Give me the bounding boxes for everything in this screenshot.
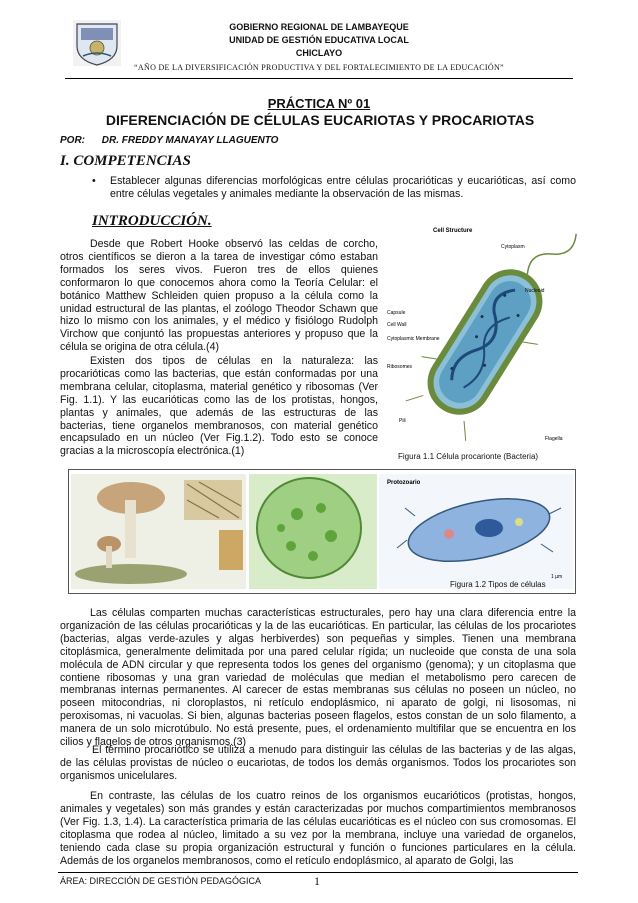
main-title: DIFERENCIACIÓN DE CÉLULAS EUCARIOTAS Y PROCARIOTAS <box>105 112 535 128</box>
header-line-2: UNIDAD DE GESTIÓN EDUCATIVA LOCAL <box>229 35 409 45</box>
introduccion-heading: INTRODUCCIÓN. <box>92 213 212 229</box>
footer-rule <box>58 872 578 873</box>
bullet-marker: • <box>92 175 96 187</box>
label-capsule: Capsule <box>387 310 406 316</box>
figure1-title: Cell Structure <box>433 228 473 234</box>
intro-paragraph-2: Existen dos tipos de células en la naturaleza: las procarióticas como las bacterias, que están conformadas por una membrana celular, citoplasma, material genético y ribosomas (Ver Fig. 1.1). Y las eucarióticas como las de los protistas, hongos, plantas y animales, que además de las estructuras de las bacterias, tiene organelos membranosos, con material genético encapsulado en un núcleo (Ver Fig.1.2). Todo esto se conoce gracias a la microscopía electrónica.(1) <box>60 355 378 458</box>
header-motto: “AÑO DE LA DIVERSIFICACIÓN PRODUCTIVA Y DEL FORTALECIMIENTO DE LA EDUCACIÓN” <box>134 63 504 72</box>
page-number: 1 <box>314 874 320 888</box>
figure2-protozoa-label: Protozoario <box>387 480 421 486</box>
intro-paragraph-1: Desde que Robert Hooke observó las celdas de corcho, otros científicos se dieron a la tarea de investigar cómo estaban formados los seres vivos. Fueron tres de ellos quienes conformaron lo que conocemos ahora como la Teoría Celular: el botánico Matthew Schleiden quien propuso a la célula como la unidad estructural de las plantas, el zoólogo Theodor Schawn que hizo lo mismo con los animales, y el médico y fisiólogo Rudolph Virchow que conjuntó las propuestas anteriores y propuso que la célula se origina de otra célula.(4) <box>60 238 378 354</box>
figure2-scale: 1 µm <box>551 574 563 580</box>
figure2-caption: Figura 1.2 Tipos de células <box>450 580 546 589</box>
label-flagella: Flagella <box>545 436 563 442</box>
figure-cell-types <box>68 469 576 594</box>
author-line <box>60 135 278 146</box>
competencias-bullet: Establecer algunas diferencias morfológicas entre células procarióticas y eucarióticas, así como entre células vegetales y animales mediante la observación de las mismas. <box>110 175 576 200</box>
label-cell-wall: Cell Wall <box>387 322 407 328</box>
header-rule <box>65 78 573 79</box>
label-ribosomes: Ribosomes <box>387 364 413 370</box>
header-line-3: CHICLAYO <box>295 48 343 58</box>
label-nucleoid: Nucleoid <box>525 288 545 294</box>
author-label: POR: <box>60 135 85 146</box>
figure-bacteria <box>385 222 578 462</box>
body-paragraph-3: En contraste, las células de los cuatro reinos de los organismos eucarióticos (protistas, hongos, animales y vegetales) son más grandes y están caracterizadas por muchos compartimientos membranosos (Ver Fig. 1.3, 1.4). La característica primaria de las células eucarióticas es el núcleo con sus cromosomas. El citoplasma que rodea al núcleo, limitado a su vez por la membrana, incluye una variedad de organelos, teniendo cada clase su propia organización estructural y función o funciones particulares en la célula. Además de los organelos membranosos, como el retículo endoplásmico, al aparato de Golgi, las <box>60 790 576 867</box>
header-line-1: GOBIERNO REGIONAL DE LAMBAYEQUE <box>229 22 409 32</box>
figure1-caption: Figura 1.1 Célula procarionte (Bacteria) <box>398 452 539 461</box>
label-cytoplasm: Cytoplasm <box>501 244 525 250</box>
body-paragraph-1: Las células comparten muchas características estructurales, pero hay una clara diferencia entre la organización de las células procarióticas y la de las eucarióticas. En particular, las células de los procariotes (bacterias, algas verde-azules y algas herbiverdes) son pequeñas y simples. Tienen una membrana citoplásmica, generalmente delimitada por una pared celular rígida; un nucleoide que consta de una sola molécula de ADN circular y que representa todos los genes del organismo (genoma); y un citoplasma que contiene ribosomas y una gran variedad de moléculas que median el metabolismo pero carecen de membranas internas permanentes. Al carecer de estas membranas sus células no poseen un núcleo, no poseen mitocondrias, ni cloroplastos, ni retículo endoplásmico, ni aparato de golgi, ni lisosomas, ni peroxisomas, ni vacuolas. Si bien, algunas bacterias poseen flagelos, estos constan de un solo filamento, a manera de un solo microtúbulo. No está presente, pues, el ordenamiento multifilar que se encuentra en los cilios y flagelos de otros organismos.(3) <box>60 607 576 749</box>
author-name: DR. FREDDY MANAYAY LLAGUENTO <box>101 135 279 146</box>
practice-title: PRÁCTICA Nº 01 <box>267 96 371 111</box>
body-paragraph-2: El término procariótico se utiliza a menudo para distinguir las células de las bacterias y de las algas, de las células provistas de núcleo o eucariotas, de todos los demás organismos. Todos los procariotes son organismos unicelulares. <box>60 744 576 782</box>
footer-area: ÁREA: DIRECCIÓN DE GESTIÓN PEDAGÓGICA <box>60 876 262 886</box>
label-membrane: Cytoplasmic Membrane <box>387 336 440 342</box>
competencias-heading: I. COMPETENCIAS <box>60 153 191 169</box>
label-pili: Pili <box>399 418 406 424</box>
